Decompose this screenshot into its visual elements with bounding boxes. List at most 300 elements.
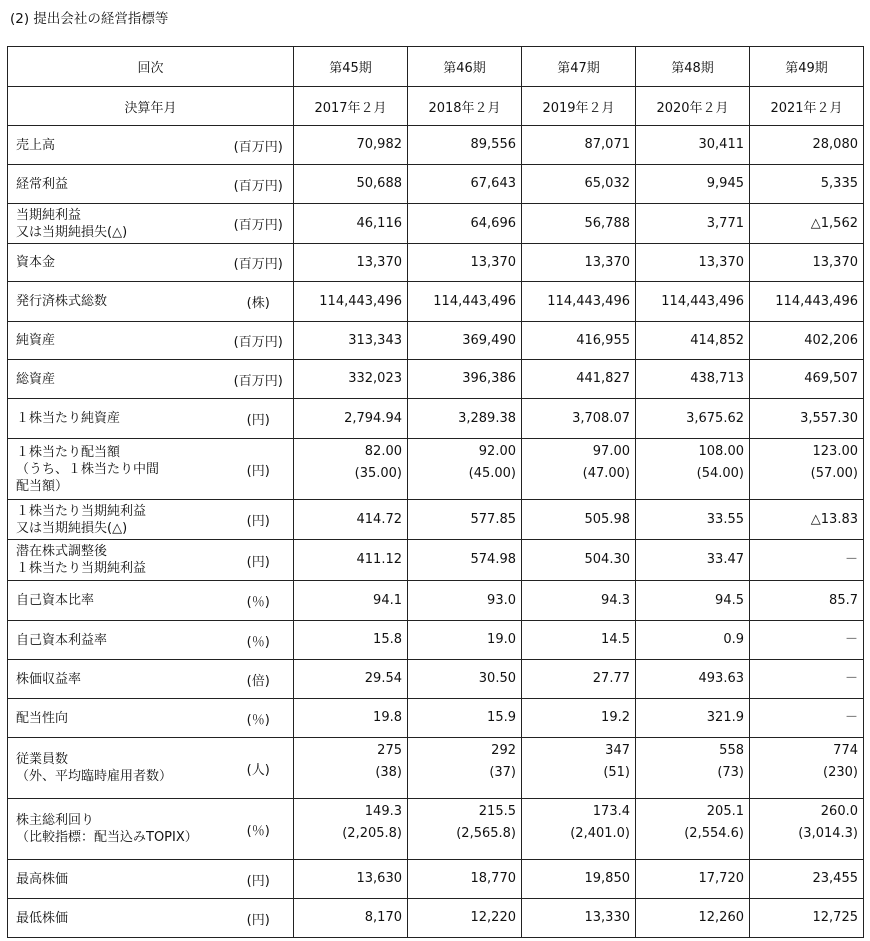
value-main: 29.54 [364,671,402,686]
value-cell [408,540,522,581]
value-main: 414,852 [690,332,744,348]
value-main: 93.0 [487,592,516,608]
value-cell [294,699,408,738]
table-row [8,360,864,399]
value-cell [522,500,636,540]
value-cell [750,360,864,399]
value-cell [636,860,750,899]
row-unit: (円) [224,500,294,540]
value-main: 774 [833,743,858,758]
value-cell [636,244,750,282]
value-sub: (54.00) [696,466,744,481]
row-label-line: （比較指標：配当込みTOPIX） [16,830,198,845]
value-cell [294,799,408,860]
value-main: 19.0 [487,632,516,647]
value-cell [294,282,408,322]
value-sub: (2,401.0) [570,826,630,841]
row-label-line: 当期純利益 [16,207,82,223]
fiscal-date: 2021年２月 [750,87,864,126]
value-main: 97.00 [592,444,630,459]
row-label-line: １株当たり配当額 [16,444,121,460]
value-cell [408,322,522,360]
value-main: 3,289.38 [458,410,516,426]
table-row [8,738,864,799]
value-main: 33.55 [706,511,744,527]
period-header: 第49期 [750,47,864,87]
value-cell [636,699,750,738]
value-main: 5,335 [820,176,858,191]
row-label [8,165,224,204]
value-cell [636,282,750,322]
header-row [8,47,864,87]
value-main: 87,071 [584,137,630,152]
value-sub: (2,565.8) [456,826,516,841]
table-row [8,899,864,938]
row-unit: (円) [224,860,294,899]
value-cell [636,799,750,860]
value-main: 114,443,496 [775,293,858,309]
value-cell [522,899,636,938]
row-label-line: （外、平均臨時雇用者数） [16,769,173,784]
fiscal-date: 2019年２月 [522,87,636,126]
table-row [8,399,864,439]
value-main: 332,023 [348,371,402,386]
row-unit: (％) [224,699,294,738]
value-cell [636,660,750,699]
value-cell [522,360,636,399]
row-label-line: 経常利益 [16,176,69,192]
value-main: 8,170 [364,910,402,925]
value-cell [750,540,864,581]
row-label-line: 又は当期純損失(△) [16,224,128,240]
value-main: 114,443,496 [661,293,744,309]
value-main: 18,770 [470,871,516,886]
table-row [8,540,864,581]
value-main: 260.0 [820,804,858,819]
value-cell [750,738,864,799]
value-main: 94.5 [715,592,744,608]
value-cell [750,399,864,439]
value-cell [750,699,864,738]
value-cell [408,165,522,204]
value-main: 12,260 [698,910,744,925]
value-cell [636,500,750,540]
table-row [8,500,864,540]
value-main: － [844,552,858,567]
value-main: 215.5 [478,804,516,819]
value-cell [636,399,750,439]
value-main: 67,643 [470,176,516,191]
row-label-line: 売上高 [16,137,56,153]
row-label-line: １株当たり純資産 [16,411,121,426]
table-row [8,799,864,860]
value-cell [636,126,750,165]
value-cell [408,244,522,282]
value-cell [408,621,522,660]
value-main: 402,206 [804,332,858,348]
value-main: 114,443,496 [433,293,516,309]
row-unit: (百万円) [224,244,294,282]
value-main: 30,411 [698,137,744,152]
value-cell [750,500,864,540]
row-label [8,899,224,938]
value-main: 493.63 [698,671,744,686]
row-label-line: 自己資本利益率 [16,632,108,648]
value-main: 13,370 [698,254,744,270]
value-cell [294,165,408,204]
value-cell [408,439,522,500]
row-unit: (株) [224,282,294,322]
value-main: 27.77 [592,671,630,686]
period-header: 第45期 [294,47,408,87]
value-sub: (45.00) [468,466,516,481]
fiscal-date: 2018年２月 [408,87,522,126]
financial-indicators-table [7,46,864,938]
row-unit: (％) [224,799,294,860]
fiscal-date: 2020年２月 [636,87,750,126]
row-label [8,322,224,360]
value-cell [636,738,750,799]
value-cell [294,660,408,699]
row-label [8,282,224,322]
value-cell [294,540,408,581]
value-cell [294,860,408,899]
period-header: 第47期 [522,47,636,87]
value-main: 347 [605,743,630,758]
row-label-line: １株当たり当期純利益 [16,503,147,519]
row-label [8,204,224,244]
row-unit: (百万円) [224,360,294,399]
row-unit: (％) [224,581,294,621]
value-cell [408,282,522,322]
value-main: 70,982 [356,137,402,152]
value-cell [750,860,864,899]
value-sub: (3,014.3) [798,826,858,841]
fiscal-label: 決算年月 [8,87,294,126]
value-sub: (2,554.6) [684,826,744,841]
value-cell [522,621,636,660]
value-main: 28,080 [812,137,858,152]
section-title: (2) 提出会社の経営指標等 [10,11,169,27]
row-label [8,399,224,439]
value-sub: (37) [489,765,516,780]
row-label-line: 自己資本比率 [16,593,95,608]
row-label [8,500,224,540]
value-main: 50,688 [356,176,402,191]
value-cell [294,399,408,439]
value-main: 441,827 [576,371,630,386]
value-main: 19.2 [601,710,630,725]
value-cell [522,282,636,322]
value-main: 108.00 [698,444,744,459]
value-sub: (47.00) [582,466,630,481]
row-label-line: （うち、１株当たり中間 [16,461,160,477]
value-main: 94.1 [373,592,402,608]
value-cell [522,738,636,799]
value-main: － [844,671,858,686]
value-cell [408,399,522,439]
value-cell [294,204,408,244]
value-cell [636,581,750,621]
table-row [8,699,864,738]
value-main: 505.98 [584,511,630,527]
row-label [8,126,224,165]
value-main: 414.72 [356,511,402,527]
value-main: 23,455 [812,871,858,886]
value-main: 13,370 [584,254,630,270]
value-cell [636,360,750,399]
row-label [8,860,224,899]
row-unit: (円) [224,399,294,439]
value-main: 173.4 [592,804,630,819]
value-cell [522,581,636,621]
value-main: 3,771 [706,215,744,231]
row-label-line: 潜在株式調整後 [16,544,108,559]
value-main: 149.3 [364,804,402,819]
row-label-line: 又は当期純損失(△) [16,520,128,536]
value-main: 46,116 [356,215,402,231]
table-row [8,204,864,244]
table-row [8,244,864,282]
value-cell [408,860,522,899]
value-main: 469,507 [804,371,858,386]
value-cell [522,165,636,204]
row-unit: (円) [224,899,294,938]
value-cell [522,699,636,738]
value-main: 19.8 [373,710,402,725]
value-cell [750,581,864,621]
row-label-line: 最低株価 [16,910,69,926]
row-label-line: 株価収益率 [16,671,82,687]
value-cell [636,621,750,660]
row-label-line: １株当たり当期純利益 [16,561,147,576]
table-row [8,126,864,165]
value-main: 3,557.30 [800,410,858,426]
value-cell [750,439,864,500]
value-cell [522,660,636,699]
table-row [8,282,864,322]
value-cell [750,204,864,244]
value-sub: (38) [375,765,402,780]
value-cell [408,126,522,165]
value-main: 313,343 [348,332,402,348]
value-main: △13.83 [810,511,858,527]
value-main: 13,630 [356,871,402,886]
fiscal-date: 2017年２月 [294,87,408,126]
row-unit: (百万円) [224,322,294,360]
value-main: 19,850 [584,871,630,886]
table-row [8,860,864,899]
table-row [8,660,864,699]
value-cell [408,738,522,799]
value-cell [294,439,408,500]
value-main: 577.85 [470,511,516,527]
row-label [8,244,224,282]
row-unit: (円) [224,540,294,581]
value-main: 33.47 [706,552,744,567]
row-label [8,799,224,860]
value-cell [408,581,522,621]
row-label [8,360,224,399]
value-cell [408,660,522,699]
row-label-line: 従業員数 [16,752,69,767]
value-sub: (230) [823,765,858,780]
value-cell [750,660,864,699]
value-cell [522,399,636,439]
value-cell [636,439,750,500]
value-main: 292 [491,743,516,758]
value-cell [522,860,636,899]
value-main: 411.12 [356,552,402,567]
value-cell [750,899,864,938]
value-main: 30.50 [478,671,516,686]
row-label-line: 配当性向 [16,710,69,726]
value-cell [522,126,636,165]
value-main: 114,443,496 [547,293,630,309]
value-main: 504.30 [584,552,630,567]
value-main: 0.9 [723,632,744,647]
value-main: 123.00 [812,444,858,459]
fiscal-row [8,87,864,126]
value-main: 205.1 [706,804,744,819]
value-main: 15.8 [373,632,402,647]
value-cell [750,126,864,165]
row-label-line: 総資産 [16,371,56,387]
period-header: 第46期 [408,47,522,87]
row-label [8,581,224,621]
row-label [8,738,224,799]
value-main: 92.00 [478,444,516,459]
value-cell [750,165,864,204]
value-main: 12,725 [812,910,858,925]
value-cell [294,899,408,938]
value-sub: (51) [603,765,630,780]
value-main: 3,708.07 [572,410,630,426]
row-label [8,439,224,500]
row-unit: (人) [224,738,294,799]
row-label [8,660,224,699]
value-cell [636,899,750,938]
value-main: 321.9 [706,710,744,725]
value-cell [408,204,522,244]
table-row [8,165,864,204]
value-cell [522,322,636,360]
value-main: 2,794.94 [344,410,402,426]
value-main: 89,556 [470,137,516,152]
value-cell [522,799,636,860]
value-cell [522,204,636,244]
value-cell [294,581,408,621]
value-main: 3,675.62 [686,410,744,426]
header-label: 回次 [8,47,294,87]
value-cell [408,500,522,540]
table-row [8,621,864,660]
table-row [8,322,864,360]
value-cell [750,322,864,360]
value-main: 416,955 [576,332,630,348]
row-label-line: 配当額） [16,478,69,494]
row-unit: (倍) [224,660,294,699]
value-main: 9,945 [706,176,744,191]
value-cell [750,799,864,860]
value-main: 438,713 [690,371,744,386]
value-main: △1,562 [810,215,858,231]
value-cell [408,799,522,860]
value-main: 64,696 [470,215,516,231]
value-cell [636,165,750,204]
row-label-line: 最高株価 [16,871,69,887]
value-main: 94.3 [601,592,630,608]
value-cell [750,621,864,660]
row-label-line: 発行済株式総数 [16,294,108,309]
value-main: 275 [377,743,402,758]
row-unit: (百万円) [224,126,294,165]
value-main: 65,032 [584,176,630,191]
row-unit: (円) [224,439,294,500]
value-cell [294,621,408,660]
value-main: － [844,710,858,725]
row-label-line: 資本金 [16,255,56,270]
value-sub: (35.00) [354,466,402,481]
value-sub: (73) [717,765,744,780]
row-label [8,621,224,660]
value-cell [636,322,750,360]
value-main: 13,330 [584,910,630,925]
value-cell [294,244,408,282]
value-cell [408,899,522,938]
period-header: 第48期 [636,47,750,87]
row-unit: (百万円) [224,204,294,244]
value-cell [294,126,408,165]
value-main: 56,788 [584,215,630,231]
value-cell [750,282,864,322]
value-main: － [844,632,858,647]
value-cell [636,540,750,581]
value-cell [294,500,408,540]
row-label-line: 純資産 [16,333,56,348]
value-main: 15.9 [487,710,516,725]
value-cell [294,738,408,799]
value-cell [750,244,864,282]
value-main: 574.98 [470,552,516,567]
value-main: 369,490 [462,332,516,348]
row-unit: (％) [224,621,294,660]
value-main: 13,370 [470,254,516,270]
value-main: 82.00 [364,444,402,459]
value-cell [522,244,636,282]
value-main: 13,370 [356,254,402,270]
value-main: 14.5 [601,632,630,647]
row-label [8,699,224,738]
value-main: 114,443,496 [319,293,402,309]
table-row [8,581,864,621]
value-main: 12,220 [470,910,516,925]
value-cell [408,699,522,738]
value-cell [294,322,408,360]
value-cell [294,360,408,399]
value-main: 85.7 [829,592,858,608]
value-main: 396,386 [462,371,516,386]
row-label [8,540,224,581]
value-main: 558 [719,743,744,758]
value-cell [522,540,636,581]
value-cell [522,439,636,500]
value-cell [408,360,522,399]
value-sub: (2,205.8) [342,826,402,841]
value-cell [636,204,750,244]
value-sub: (57.00) [810,466,858,481]
row-unit: (百万円) [224,165,294,204]
